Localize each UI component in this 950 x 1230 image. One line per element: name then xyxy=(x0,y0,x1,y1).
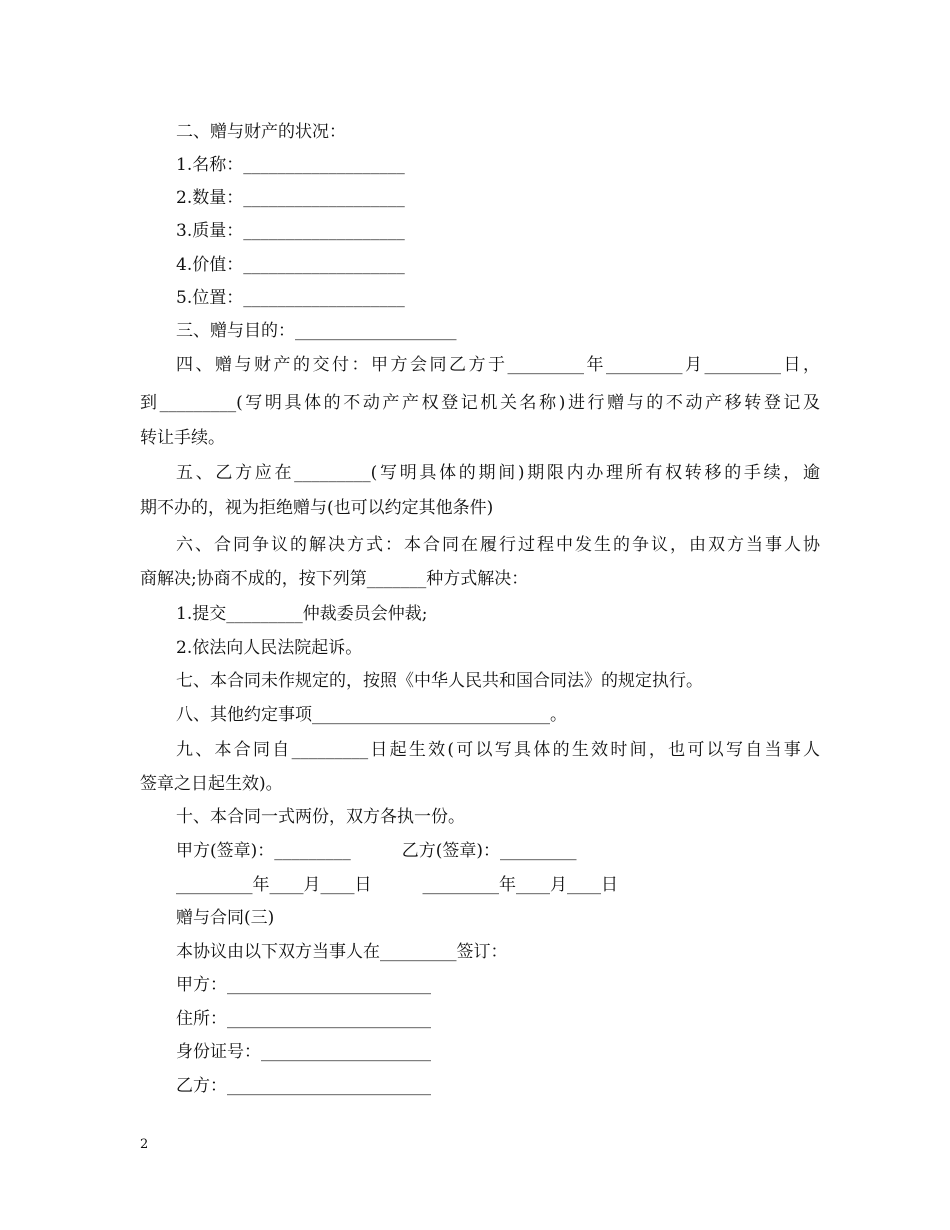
contract-3-title: 赠与合同(三) xyxy=(176,908,275,928)
signature-line: 甲方(签章)：_________ 乙方(签章)：_________ xyxy=(176,841,577,861)
item-quality: 3.质量：___________________ xyxy=(176,221,405,241)
section-5-line-2: 期不办的，视为拒绝赠与(也可以约定其他条件) xyxy=(140,498,494,518)
section-2-heading: 二、赠与财产的状况： xyxy=(176,122,346,142)
section-9-line-2: 签章之日起生效)。 xyxy=(140,774,283,794)
section-4-line-1: 四、赠与财产的交付：甲方会同乙方于_________年_________月_________日， xyxy=(176,355,820,375)
address-field: 住所：________________________ xyxy=(176,1009,431,1029)
party-b-field: 乙方：________________________ xyxy=(176,1076,431,1096)
item-quantity: 2.数量：___________________ xyxy=(176,188,405,208)
item-location: 5.位置：___________________ xyxy=(176,288,405,308)
id-number-field: 身份证号：____________________ xyxy=(176,1042,431,1062)
section-6-line-2: 商解决;协商不成的，按下列第_______种方式解决： xyxy=(140,569,529,589)
party-a-field: 甲方：________________________ xyxy=(176,975,431,995)
section-7: 七、本合同未作规定的，按照《中华人民共和国合同法》的规定执行。 xyxy=(176,671,703,691)
item-value: 4.价值：___________________ xyxy=(176,255,405,275)
section-4-line-3: 转让手续。 xyxy=(140,428,225,448)
section-8: 八、其他约定事项____________________________。 xyxy=(176,705,567,725)
signature-date-line: _________年____月____日 _________年____月____日 xyxy=(176,875,618,895)
section-4-line-2: 到_________(写明具体的不动产产权登记机关名称)进行赠与的不动产移转登记及 xyxy=(140,393,820,413)
section-10: 十、本合同一式两份，双方各执一份。 xyxy=(176,807,465,827)
page-number: 2 xyxy=(140,1137,149,1152)
section-6-option-1: 1.提交_________仲裁委员会仲裁; xyxy=(176,604,428,624)
section-6-line-1: 六、合同争议的解决方式：本合同在履行过程中发生的争议，由双方当事人协 xyxy=(176,535,820,555)
section-5-line-1: 五、乙方应在_________(写明具体的期间)期限内办理所有权转移的手续，逾 xyxy=(176,463,820,483)
item-name: 1.名称：___________________ xyxy=(176,155,405,175)
section-9-line-1: 九、本合同自_________日起生效(可以写具体的生效时间，也可以写自当事人 xyxy=(176,740,820,760)
section-6-option-2: 2.依法向人民法院起诉。 xyxy=(176,638,363,658)
contract-3-intro: 本协议由以下双方当事人在_________签订： xyxy=(176,942,508,962)
section-3-purpose: 三、赠与目的：___________________ xyxy=(176,321,457,341)
